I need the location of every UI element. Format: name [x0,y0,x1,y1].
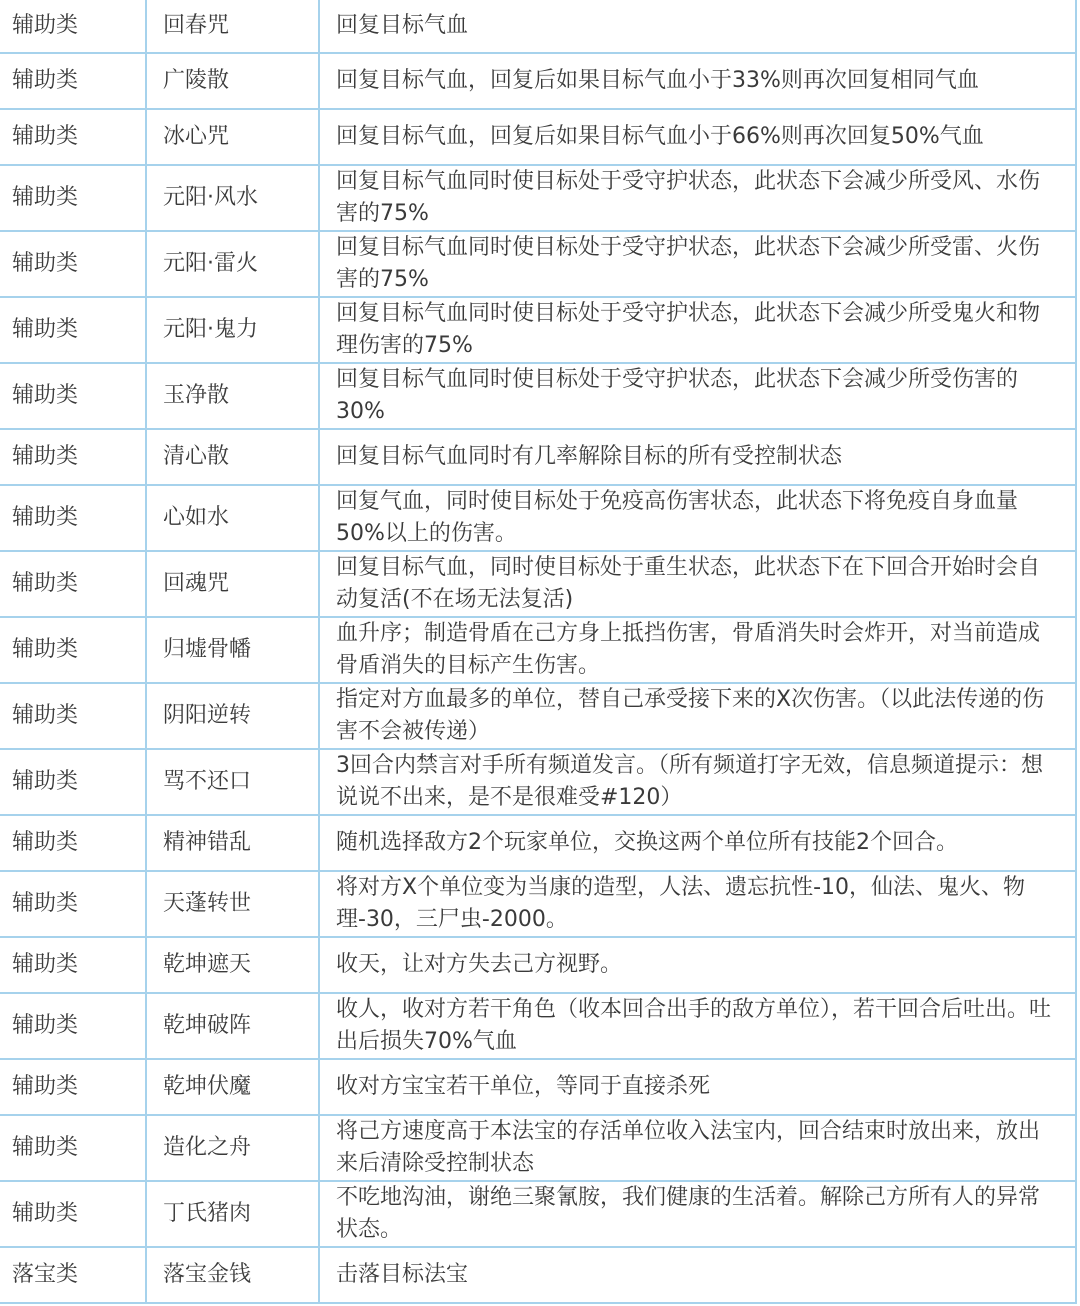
effect-cell: 回复目标气血，同时使目标处于重生状态，此状态下在下回合开始时会自动复活(不在场无法复活) [319,551,1076,617]
table-row [0,109,1076,165]
skill-name-cell: 造化之舟 [146,1115,319,1181]
category-cell: 辅助类 [0,1181,146,1247]
skill-name-cell: 元阳·雷火 [146,231,319,297]
table-row [0,993,1076,1059]
table-row [0,363,1076,429]
category-cell: 辅助类 [0,683,146,749]
category-cell: 辅助类 [0,485,146,551]
category-cell: 辅助类 [0,297,146,363]
table-row [0,683,1076,749]
effect-cell: 收人，收对方若干角色（收本回合出手的敌方单位），若干回合后吐出。吐出后损失70%气血 [319,993,1076,1059]
effect-cell: 回复目标气血同时使目标处于受守护状态，此状态下会减少所受风、水伤害的75% [319,165,1076,231]
category-cell: 辅助类 [0,551,146,617]
skill-name-cell: 乾坤破阵 [146,993,319,1059]
skill-name-cell: 归墟骨幡 [146,617,319,683]
table-row [0,1181,1076,1247]
effect-cell: 击落目标法宝 [319,1247,1076,1303]
table-row [0,749,1076,815]
effect-cell: 不吃地沟油，谢绝三聚氰胺，我们健康的生活着。解除己方所有人的异常状态。 [319,1181,1076,1247]
skill-name-cell: 乾坤伏魔 [146,1059,319,1115]
category-cell: 辅助类 [0,1115,146,1181]
table-row [0,1059,1076,1115]
category-cell: 辅助类 [0,617,146,683]
table-row [0,1115,1076,1181]
skill-name-cell: 元阳·风水 [146,165,319,231]
category-cell: 辅助类 [0,53,146,109]
skill-name-cell: 清心散 [146,429,319,485]
effect-cell: 将己方速度高于本法宝的存活单位收入法宝内，回合结束时放出来，放出来后清除受控制状态 [319,1115,1076,1181]
skill-name-cell: 骂不还口 [146,749,319,815]
effect-cell: 回复目标气血同时使目标处于受守护状态，此状态下会减少所受雷、火伤害的75% [319,231,1076,297]
category-cell: 辅助类 [0,1059,146,1115]
effect-cell: 回复气血，同时使目标处于免疫高伤害状态，此状态下将免疫自身血量50%以上的伤害。 [319,485,1076,551]
category-cell: 辅助类 [0,363,146,429]
table-row [0,53,1076,109]
effect-cell: 回复目标气血同时使目标处于受守护状态，此状态下会减少所受鬼火和物理伤害的75% [319,297,1076,363]
effect-cell: 回复目标气血同时有几率解除目标的所有受控制状态 [319,429,1076,485]
category-cell: 辅助类 [0,231,146,297]
category-cell: 辅助类 [0,871,146,937]
effect-cell: 将对方X个单位变为当康的造型，人法、遗忘抗性-10，仙法、鬼火、物理-30，三尸虫-2000。 [319,871,1076,937]
category-cell: 辅助类 [0,429,146,485]
table-row [0,429,1076,485]
category-cell: 辅助类 [0,0,146,53]
skill-name-cell: 广陵散 [146,53,319,109]
effect-cell: 随机选择敌方2个玩家单位，交换这两个单位所有技能2个回合。 [319,815,1076,871]
table-row [0,165,1076,231]
effect-cell: 收对方宝宝若干单位，等同于直接杀死 [319,1059,1076,1115]
skill-name-cell: 回春咒 [146,0,319,53]
category-cell: 辅助类 [0,165,146,231]
skill-name-cell: 回魂咒 [146,551,319,617]
category-cell: 辅助类 [0,937,146,993]
effect-cell: 回复目标气血 [319,0,1076,53]
category-cell: 辅助类 [0,815,146,871]
skill-name-cell: 落宝金钱 [146,1247,319,1303]
table-row [0,297,1076,363]
category-cell: 辅助类 [0,109,146,165]
table-row [0,485,1076,551]
table-row [0,0,1076,53]
skill-name-cell: 心如水 [146,485,319,551]
table-row [0,617,1076,683]
effect-cell: 回复目标气血同时使目标处于受守护状态，此状态下会减少所受伤害的30% [319,363,1076,429]
effect-cell: 收天，让对方失去己方视野。 [319,937,1076,993]
table-row [0,815,1076,871]
table-row [0,937,1076,993]
skill-name-cell: 玉净散 [146,363,319,429]
effect-cell: 血升序；制造骨盾在己方身上抵挡伤害，骨盾消失时会炸开，对当前造成骨盾消失的目标产生伤害。 [319,617,1076,683]
table-row [0,1247,1076,1303]
table-row [0,871,1076,937]
skill-name-cell: 元阳·鬼力 [146,297,319,363]
effect-cell: 指定对方血最多的单位，替自己承受接下来的X次伤害。（以此法传递的伤害不会被传递） [319,683,1076,749]
category-cell: 落宝类 [0,1247,146,1303]
skill-name-cell: 乾坤遮天 [146,937,319,993]
category-cell: 辅助类 [0,749,146,815]
skill-name-cell: 精神错乱 [146,815,319,871]
category-cell: 辅助类 [0,993,146,1059]
effect-cell: 回复目标气血，回复后如果目标气血小于33%则再次回复相同气血 [319,53,1076,109]
effect-cell: 回复目标气血，回复后如果目标气血小于66%则再次回复50%气血 [319,109,1076,165]
effect-cell: 3回合内禁言对手所有频道发言。（所有频道打字无效，信息频道提示：想说说不出来，是不是很难受#120） [319,749,1076,815]
skill-name-cell: 天蓬转世 [146,871,319,937]
table-row [0,551,1076,617]
skill-name-cell: 冰心咒 [146,109,319,165]
skill-name-cell: 阴阳逆转 [146,683,319,749]
table-row [0,231,1076,297]
skill-name-cell: 丁氏猪肉 [146,1181,319,1247]
